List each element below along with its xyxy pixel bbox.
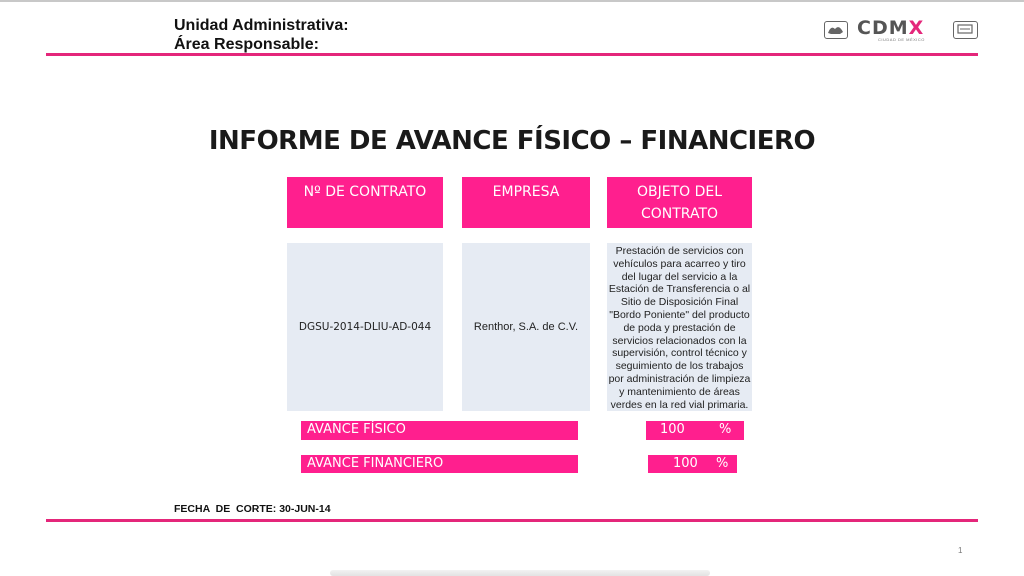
fecha-corte: FECHA DE CORTE: 30-JUN-14 (174, 503, 331, 515)
eagle-icon (825, 22, 846, 37)
header-empresa: EMPRESA (462, 177, 590, 228)
page-number: 1 (958, 546, 963, 555)
avance-financiero-percent (648, 455, 737, 473)
objeto-value: Prestación de servicios con vehículos para acarreo y tiro del lugar del servicio a la Estación de Transferencia o al Sitio de Disposición Final "Bordo Poniente" del producto de poda y prestación de servicios relacionados con la supervisión, control técnico y seguimiento de los trabajos por administración de limpieza y mantenimiento de áreas verdes en la red vial primaria. (608, 245, 751, 411)
contrato-value: DGSU-2014-DLIU-AD-044 (298, 321, 432, 333)
page-title: INFORME DE AVANCE FÍSICO – FINANCIERO (208, 126, 816, 156)
seal-icon (954, 22, 976, 37)
cdmx-logo (857, 17, 924, 39)
cell-contrato (287, 243, 443, 411)
avance-fisico-unit: % (719, 422, 732, 437)
unidad-administrativa-label: Unidad Administrativa: (174, 17, 349, 34)
empresa-value: Renthor, S.A. de C.V. (473, 321, 579, 333)
footer-rule (46, 519, 978, 522)
area-responsable-label: Área Responsable: (174, 36, 319, 53)
avance-financiero-value: 100 (673, 456, 698, 471)
cdmx-logo-x: X (908, 17, 925, 39)
cell-empresa (462, 243, 590, 411)
avance-fisico-percent (646, 421, 744, 440)
avance-fisico-value: 100 (660, 422, 685, 437)
top-border (0, 0, 1024, 2)
header-contrato: Nº DE CONTRATO (287, 177, 443, 228)
cell-objeto (607, 243, 752, 411)
avance-fisico-bar: AVANCE FÍSICO (301, 421, 578, 440)
header-objeto: OBJETO DEL CONTRATO (607, 177, 752, 228)
cdmx-subtitle: CIUDAD DE MÉXICO (878, 37, 925, 42)
bottom-shadow (330, 570, 710, 576)
header-rule (46, 53, 978, 56)
avance-financiero-bar: AVANCE FINANCIERO (301, 455, 578, 473)
government-seal-logo (953, 21, 978, 39)
coat-of-arms-logo (824, 21, 848, 39)
cdmx-logo-text: CDM (857, 17, 909, 39)
avance-financiero-unit: % (716, 456, 729, 471)
